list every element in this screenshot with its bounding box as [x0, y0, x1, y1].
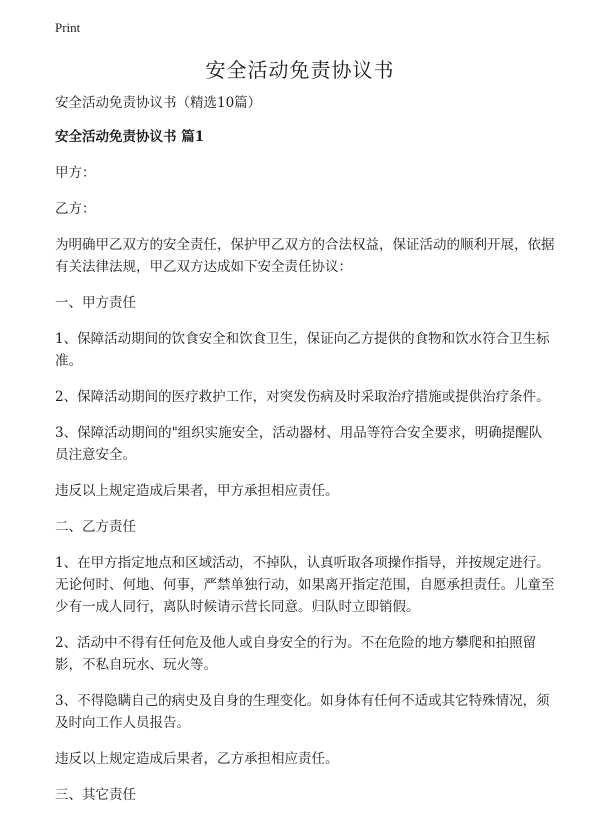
- document-subtitle: 安全活动免责协议书（精选10篇）: [55, 95, 262, 111]
- part2-item: 2、活动中不得有任何危及他人或自身安全的行为。不在危险的地方攀爬和拍照留影，不私自玩水、玩火等。: [55, 635, 537, 673]
- party-b-line: 乙方：: [55, 201, 96, 217]
- part2-heading: 二、乙方责任: [55, 519, 136, 535]
- part2-item: 3、不得隐瞒自己的病史及自身的生理变化。如身体有任何不适或其它特殊情况，须及时向工作人员报告。: [55, 693, 550, 731]
- part1-closing: 违反以上规定造成后果者，甲方承担相应责任。: [55, 483, 339, 499]
- section-heading: 安全活动免责协议书 篇1: [55, 129, 205, 145]
- part1-item: 2、保障活动期间的医疗救护工作，对突发伤病及时采取治疗措施或提供治疗条件。: [55, 389, 550, 405]
- part1-item: 1、保障活动期间的饮食安全和饮食卫生，保证向乙方提供的食物和饮水符合卫生标准。: [55, 331, 550, 369]
- part1-heading: 一、甲方责任: [55, 295, 136, 311]
- party-a-line: 甲方：: [55, 165, 96, 181]
- print-label: Print: [55, 20, 81, 35]
- part3-heading: 三、其它责任: [55, 787, 136, 803]
- document-title: 安全活动免责协议书: [205, 58, 395, 82]
- part1-item: 3、保障活动期间的"组织实施安全，活动器材、用品等符合安全要求，明确提醒队员注意安全。: [55, 425, 543, 463]
- document-body: [55, 92, 555, 820]
- part2-closing: 违反以上规定造成后果者，乙方承担相应责任。: [55, 751, 339, 767]
- part2-item: 1、在甲方指定地点和区域活动，不掉队，认真听取各项操作指导，并按规定进行。无论何时、何地、何事，严禁单独行动，如果离开指定范围，自愿承担责任。儿童至少有一成人同行，离队时候请示营长同意。归队时立即销假。: [55, 555, 555, 615]
- intro-paragraph: 为明确甲乙双方的安全责任，保护甲乙双方的合法权益，保证活动的顺利开展，依据有关法律法规，甲乙双方达成如下安全责任协议：: [55, 237, 555, 275]
